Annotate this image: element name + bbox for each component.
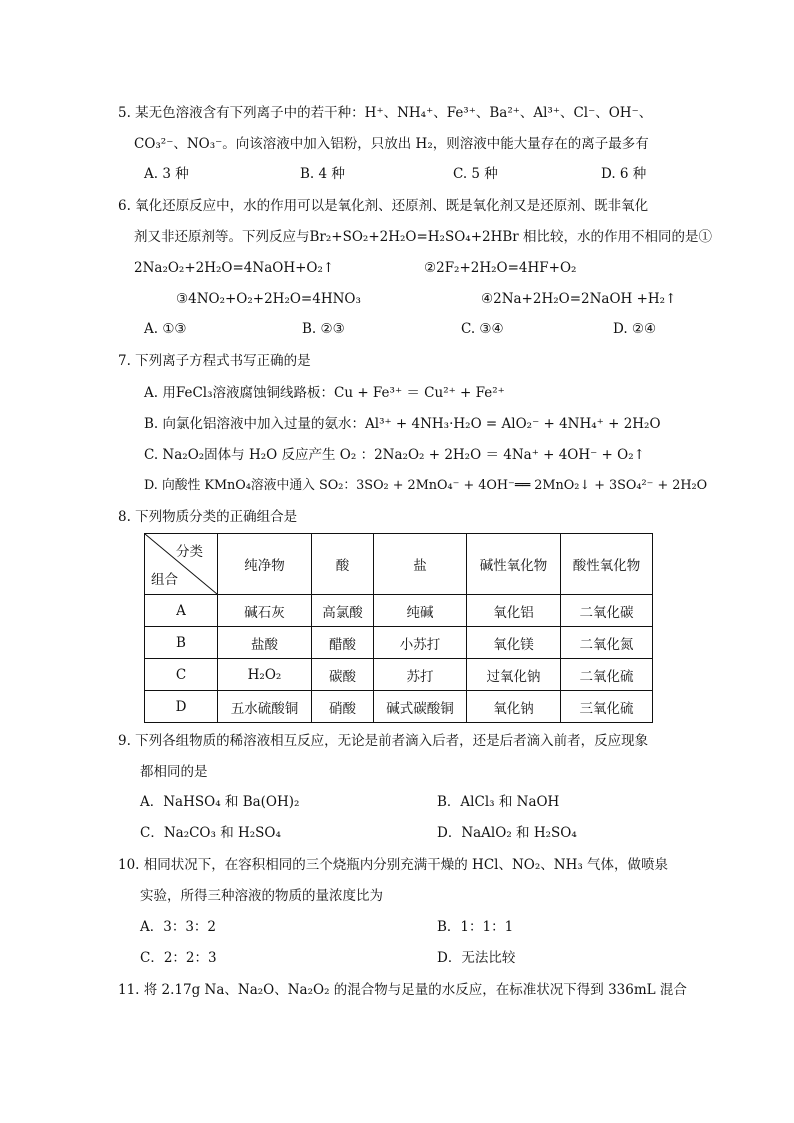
q10-stem-line2: 实验，所得三种溶液的物质的量浓度比为 (140, 888, 383, 904)
table-cell: 二氧化氮 (561, 627, 653, 659)
table-cell: 硝酸 (312, 691, 374, 723)
q10-option-c: C．2：2：3 (140, 950, 217, 966)
q9-option-c: C．Na₂CO₃ 和 H₂SO₄ (140, 825, 281, 841)
table-cell: 碱式碳酸铜 (374, 691, 467, 723)
column-header: 酸 (312, 534, 374, 595)
q6-option-d: D. ②④ (613, 321, 657, 337)
table-cell: 氧化钠 (467, 691, 561, 723)
table-cell: 氧化铝 (467, 595, 561, 627)
q5-stem-line2: CO₃²⁻、NO₃⁻。向该溶液中加入铝粉，只放出 H₂，则溶液中能大量存在的离子最多有 (134, 136, 649, 152)
q6-option-c: C. ③④ (461, 321, 504, 337)
table-cell: 苏打 (374, 659, 467, 691)
row-label: B (145, 627, 218, 659)
column-header: 碱性氧化物 (467, 534, 561, 595)
corner-label-group: 组合 (151, 572, 178, 588)
q7-option-d: D. 向酸性 KMnO₄溶液中通入 SO₂：3SO₂ + 2MnO₄⁻ + 4OH⁻══ 2MnO₂↓ + 3SO₄²⁻ + 2H₂O (144, 478, 708, 493)
table-cell: 过氧化钠 (467, 659, 561, 691)
q6-stem-line1: 6. 氧化还原反应中，水的作用可以是氧化剂、还原剂、既是氧化剂又是还原剂、既非氧化 (118, 198, 649, 214)
q9-option-a: A．NaHSO₄ 和 Ba(OH)₂ (140, 794, 300, 810)
q10-option-b: B．1：1：1 (437, 919, 514, 935)
q6-reaction-3: ③4NO₂+O₂+2H₂O=4HNO₃ (176, 291, 361, 307)
table-cell: 小苏打 (374, 627, 467, 659)
table-cell: 三氧化硫 (561, 691, 653, 723)
q7-option-c: C. Na₂O₂固体与 H₂O 反应产生 O₂ ：2Na₂O₂ + 2H₂O ＝ 4Na⁺ + 4OH⁻ + O₂↑ (144, 447, 645, 463)
table-cell: 二氧化硫 (561, 659, 653, 691)
table-cell: 高氯酸 (312, 595, 374, 627)
q6-option-a: A. ①③ (144, 321, 187, 337)
table-cell: 五水硫酸铜 (218, 691, 312, 723)
classification-table (144, 533, 653, 723)
q9-stem-line1: 9. 下列各组物质的稀溶液相互反应，无论是前者滴入后者，还是后者滴入前者，反应现象 (118, 733, 649, 749)
q6-reaction-4: ④2Na+2H₂O=2NaOH +H₂↑ (481, 291, 677, 307)
q11-stem-line1: 11. 将 2.17g Na、Na₂O、Na₂O₂ 的混合物与足量的水反应，在标准状况下得到 336mL 混合 (118, 982, 687, 998)
q5-option-b: B. 4 种 (300, 166, 345, 182)
row-label: D (145, 691, 218, 723)
table-cell: H₂O₂ (218, 659, 312, 691)
q6-reaction-1: 2Na₂O₂+2H₂O=4NaOH+O₂↑ (134, 260, 335, 276)
q10-option-d: D．无法比较 (437, 950, 516, 966)
table-row (145, 595, 653, 627)
corner-label-category: 分类 (176, 544, 203, 560)
table-cell: 盐酸 (218, 627, 312, 659)
q6-reaction-2: ②2F₂+2H₂O=4HF+O₂ (424, 260, 577, 276)
table-cell: 碳酸 (312, 659, 374, 691)
q5-option-d: D. 6 种 (601, 166, 647, 182)
table-cell: 二氧化碳 (561, 595, 653, 627)
row-label: A (145, 595, 218, 627)
q7-stem: 7. 下列离子方程式书写正确的是 (118, 353, 311, 369)
table-cell: 醋酸 (312, 627, 374, 659)
q10-stem-line1: 10. 相同状况下，在容积相同的三个烧瓶内分别充满干燥的 HCl、NO₂、NH₃ 气体，做喷泉 (118, 857, 669, 873)
table-cell: 碱石灰 (218, 595, 312, 627)
q9-option-d: D．NaAlO₂ 和 H₂SO₄ (437, 825, 577, 841)
table-row (145, 691, 653, 723)
column-header: 酸性氧化物 (561, 534, 653, 595)
table-row (145, 627, 653, 659)
q5-option-c: C. 5 种 (453, 166, 498, 182)
q5-option-a: A. 3 种 (144, 166, 189, 182)
q8-stem: 8. 下列物质分类的正确组合是 (118, 509, 298, 525)
column-header: 盐 (374, 534, 467, 595)
q9-option-b: B．AlCl₃ 和 NaOH (437, 794, 560, 810)
q10-option-a: A．3：3：2 (140, 919, 217, 935)
table-cell: 氧化镁 (467, 627, 561, 659)
table-corner-cell (145, 534, 218, 595)
row-label: C (145, 659, 218, 691)
q7-option-a: A. 用FeCl₃溶液腐蚀铜线路板：Cu + Fe³⁺ ＝ Cu²⁺ + Fe²⁺ (144, 385, 505, 401)
table-cell: 纯碱 (374, 595, 467, 627)
q6-stem-line2: 剂又非还原剂等。下列反应与Br₂+SO₂+2H₂O=H₂SO₄+2HBr 相比较，水的作用不相同的是① (134, 229, 713, 245)
q7-option-b: B. 向氯化铝溶液中加入过量的氨水：Al³⁺ + 4NH₃·H₂O = AlO₂⁻ + 4NH₄⁺ + 2H₂O (144, 416, 661, 432)
q9-stem-line2: 都相同的是 (140, 764, 208, 780)
q6-option-b: B. ②③ (302, 321, 345, 337)
table-header-row (145, 534, 653, 595)
q5-stem-line1: 5. 某无色溶液含有下列离子中的若干种：H⁺、NH₄⁺、Fe³⁺、Ba²⁺、Al³⁺、Cl⁻、OH⁻、 (118, 105, 653, 121)
table-row (145, 659, 653, 691)
column-header: 纯净物 (218, 534, 312, 595)
